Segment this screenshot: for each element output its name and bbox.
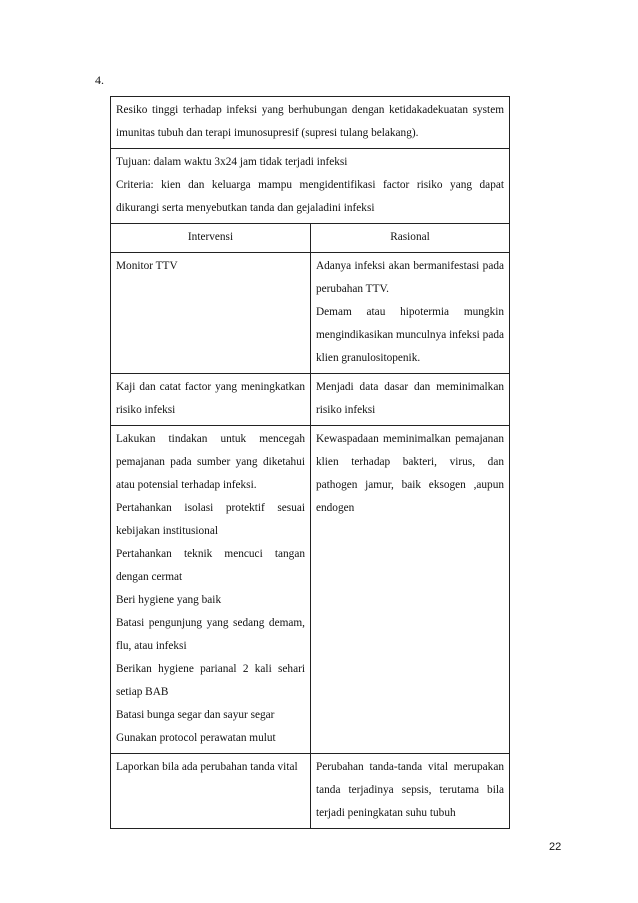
goal-criteria: Criteria: kien dan keluarga mampu mengidentifikasi factor risiko yang dapat dikurangi serta menyebutkan tanda dan gejaladini infeksi	[116, 179, 504, 214]
rationale-cell	[311, 253, 510, 374]
intervention-subitem: Pertahankan teknik mencuci tangan dengan cermat	[116, 548, 305, 583]
header-rationale: Rasional	[311, 224, 510, 253]
intervention-subitem: Batasi bunga segar dan sayur segar	[116, 709, 275, 721]
goal-row	[111, 149, 510, 224]
table-row	[111, 253, 510, 374]
rationale-cell	[311, 426, 510, 754]
intervention-text: Lakukan tindakan untuk mencegah pemajanan pada sumber yang diketahui atau potensial terhadap infeksi.	[116, 433, 305, 491]
header-row	[111, 224, 510, 253]
intervention-subitem: Pertahankan isolasi protektif sesuai kebijakan institusional	[116, 502, 305, 537]
intervention-subitem: Batasi pengunjung yang sedang demam, flu, atau infeksi	[116, 617, 305, 652]
intervention-subitem: Berikan hygiene parianal 2 kali sehari setiap BAB	[116, 663, 305, 698]
intervention-text: Laporkan bila ada perubahan tanda vital	[116, 761, 298, 773]
intervention-cell	[111, 426, 311, 754]
intervention-cell	[111, 374, 311, 426]
intervention-text: Monitor TTV	[116, 260, 178, 272]
table-row	[111, 426, 510, 754]
intervention-text: Kaji dan catat factor yang meningkatkan risiko infeksi	[116, 381, 305, 416]
intervention-subitem: Beri hygiene yang baik	[116, 594, 222, 606]
intervention-subitem: Gunakan protocol perawatan mulut	[116, 732, 276, 744]
item-number: 4.	[95, 73, 104, 87]
diagnosis-cell: Resiko tinggi terhadap infeksi yang berhubungan dengan ketidakadekuatan system imunitas tubuh dan terapi imunosupresif (supresi tulang belakang).	[111, 97, 510, 149]
rationale-text: Perubahan tanda-tanda vital merupakan tanda terjadinya sepsis, terutama bila terjadi peningkatan suhu tubuh	[316, 761, 504, 819]
rationale-text: Kewaspadaan meminimalkan pemajanan klien terhadap bakteri, virus, dan pathogen jamur, baik eksogen ,aupun endogen	[316, 433, 504, 514]
rationale-text: Demam atau hipotermia mungkin mengindikasikan munculnya infeksi pada klien granulositopenik.	[316, 306, 504, 364]
header-intervention: Intervensi	[111, 224, 311, 253]
table-row	[111, 374, 510, 426]
rationale-text: Adanya infeksi akan bermanifestasi pada perubahan TTV.	[316, 260, 504, 295]
intervention-cell	[111, 754, 311, 829]
intervention-cell	[111, 253, 311, 374]
goal-cell	[111, 149, 510, 224]
table-row	[111, 754, 510, 829]
rationale-cell	[311, 754, 510, 829]
goal-tujuan: Tujuan: dalam waktu 3x24 jam tidak terjadi infeksi	[116, 156, 348, 168]
diagnosis-row	[111, 97, 510, 149]
page-number: 22	[549, 841, 562, 853]
rationale-cell	[311, 374, 510, 426]
nursing-care-plan-table	[110, 96, 510, 829]
rationale-text: Menjadi data dasar dan meminimalkan risiko infeksi	[316, 381, 504, 416]
